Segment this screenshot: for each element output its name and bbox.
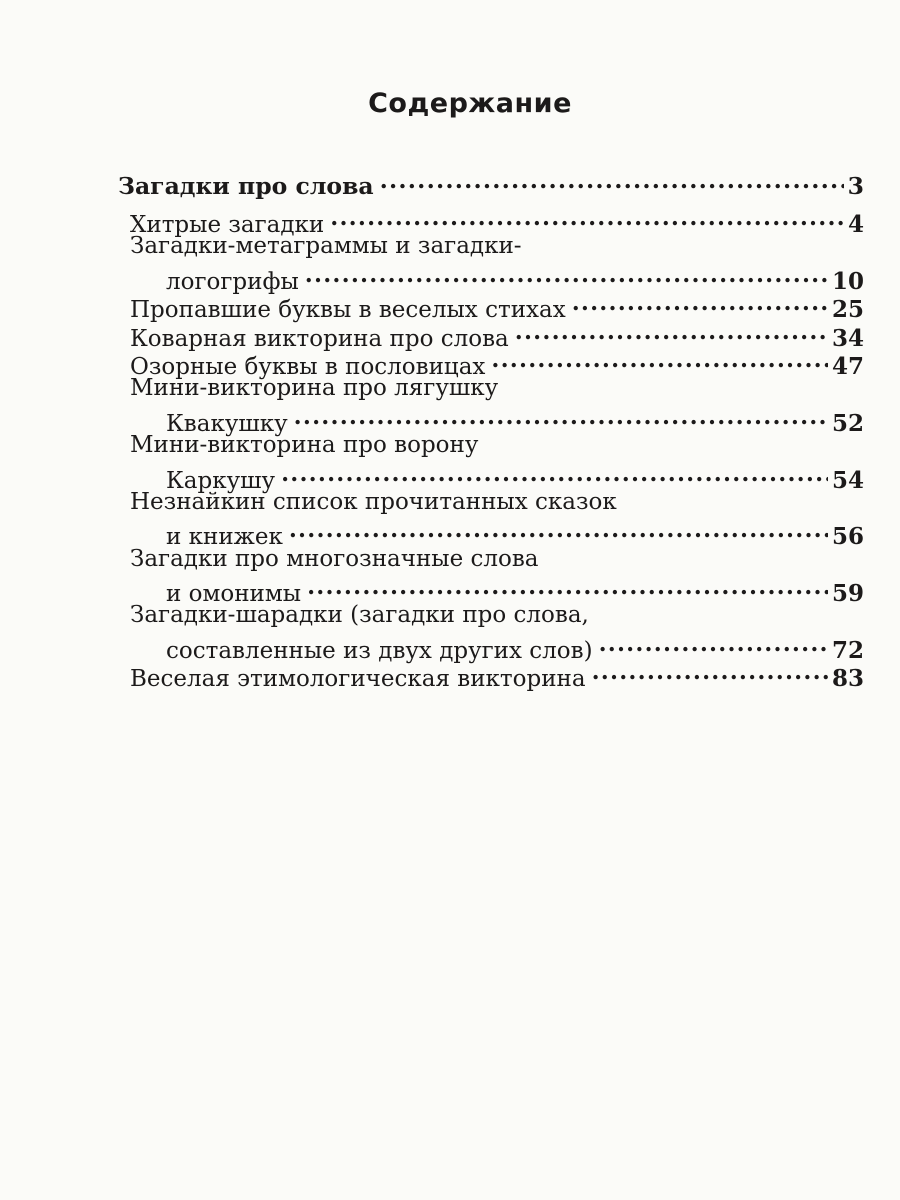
toc-entry-title: Мини-викторина про ворону (130, 432, 479, 459)
toc-entry (118, 573, 864, 608)
dot-leader (491, 346, 828, 374)
dot-leader (515, 318, 828, 346)
toc-entry-title: Мини-викторина про лягушку (130, 375, 499, 402)
toc-page-number: 34 (831, 324, 864, 352)
toc-entry (118, 166, 864, 204)
toc-entry-title: Незнайкин список прочитанных сказок (130, 488, 617, 515)
toc-entry-title: Веселая этимологическая викторина (130, 666, 586, 693)
toc-entry-title: Коварная викторина про слова (130, 325, 509, 352)
dot-leader (294, 403, 828, 431)
toc-entry-title: составленные из двух других слов) (166, 637, 593, 664)
toc-entry-title: Загадки про слова (118, 172, 374, 200)
toc-entry (118, 460, 864, 494)
toc-page-number: 56 (831, 523, 864, 551)
toc-entry-title: и омонимы (166, 581, 302, 608)
toc-entry (118, 630, 864, 664)
dot-leader (592, 658, 828, 686)
toc-page-number: 4 (847, 211, 864, 238)
toc-page-number: 52 (831, 409, 864, 437)
dot-leader (305, 261, 828, 289)
toc-entry-title: Загадки-метаграммы и загадки- (130, 233, 522, 260)
toc-page-number: 25 (831, 296, 864, 324)
toc-entry-title: Пропавшие буквы в веселых стихах (130, 297, 566, 324)
dot-leader (380, 166, 844, 194)
toc-entry-title: Загадки-шарадки (загадки про слова, (130, 602, 589, 629)
toc-entry-line (118, 601, 864, 629)
toc-entry (118, 261, 864, 295)
toc-entry (118, 516, 864, 551)
toc-page-number: 72 (831, 636, 864, 664)
toc-entry-line (118, 232, 864, 260)
toc-entry-title: Квакушку (166, 410, 288, 437)
toc-entry-title: Озорные буквы в пословицах (130, 353, 486, 380)
toc-page-number: 47 (831, 352, 864, 380)
dot-leader (289, 516, 828, 544)
toc-entry-line (118, 545, 864, 573)
toc-page-number: 10 (831, 267, 864, 295)
dot-leader (330, 204, 844, 232)
toc-entry-line (118, 431, 864, 459)
toc-entry-title: Каркушу (166, 467, 276, 494)
dot-leader (281, 460, 828, 488)
toc-page-number: 83 (831, 665, 864, 693)
toc-page-number: 3 (847, 172, 864, 200)
toc-entry-title: Хитрые загадки (130, 212, 325, 238)
dot-leader (572, 289, 828, 317)
dot-leader (599, 630, 828, 658)
toc-entry-title: Загадки про многозначные слова (130, 545, 539, 572)
toc-page-number: 54 (831, 466, 864, 494)
table-of-contents (118, 166, 864, 693)
toc-entry (118, 204, 864, 238)
toc-entry-line (118, 374, 864, 402)
toc-entry-line (118, 488, 864, 516)
toc-page-number: 59 (831, 580, 864, 608)
toc-entry-title: логогрифы (166, 268, 299, 295)
page-title: Содержание (368, 88, 572, 119)
toc-entry (118, 403, 864, 437)
toc-entry-title: и книжек (166, 524, 283, 551)
dot-leader (307, 573, 828, 601)
